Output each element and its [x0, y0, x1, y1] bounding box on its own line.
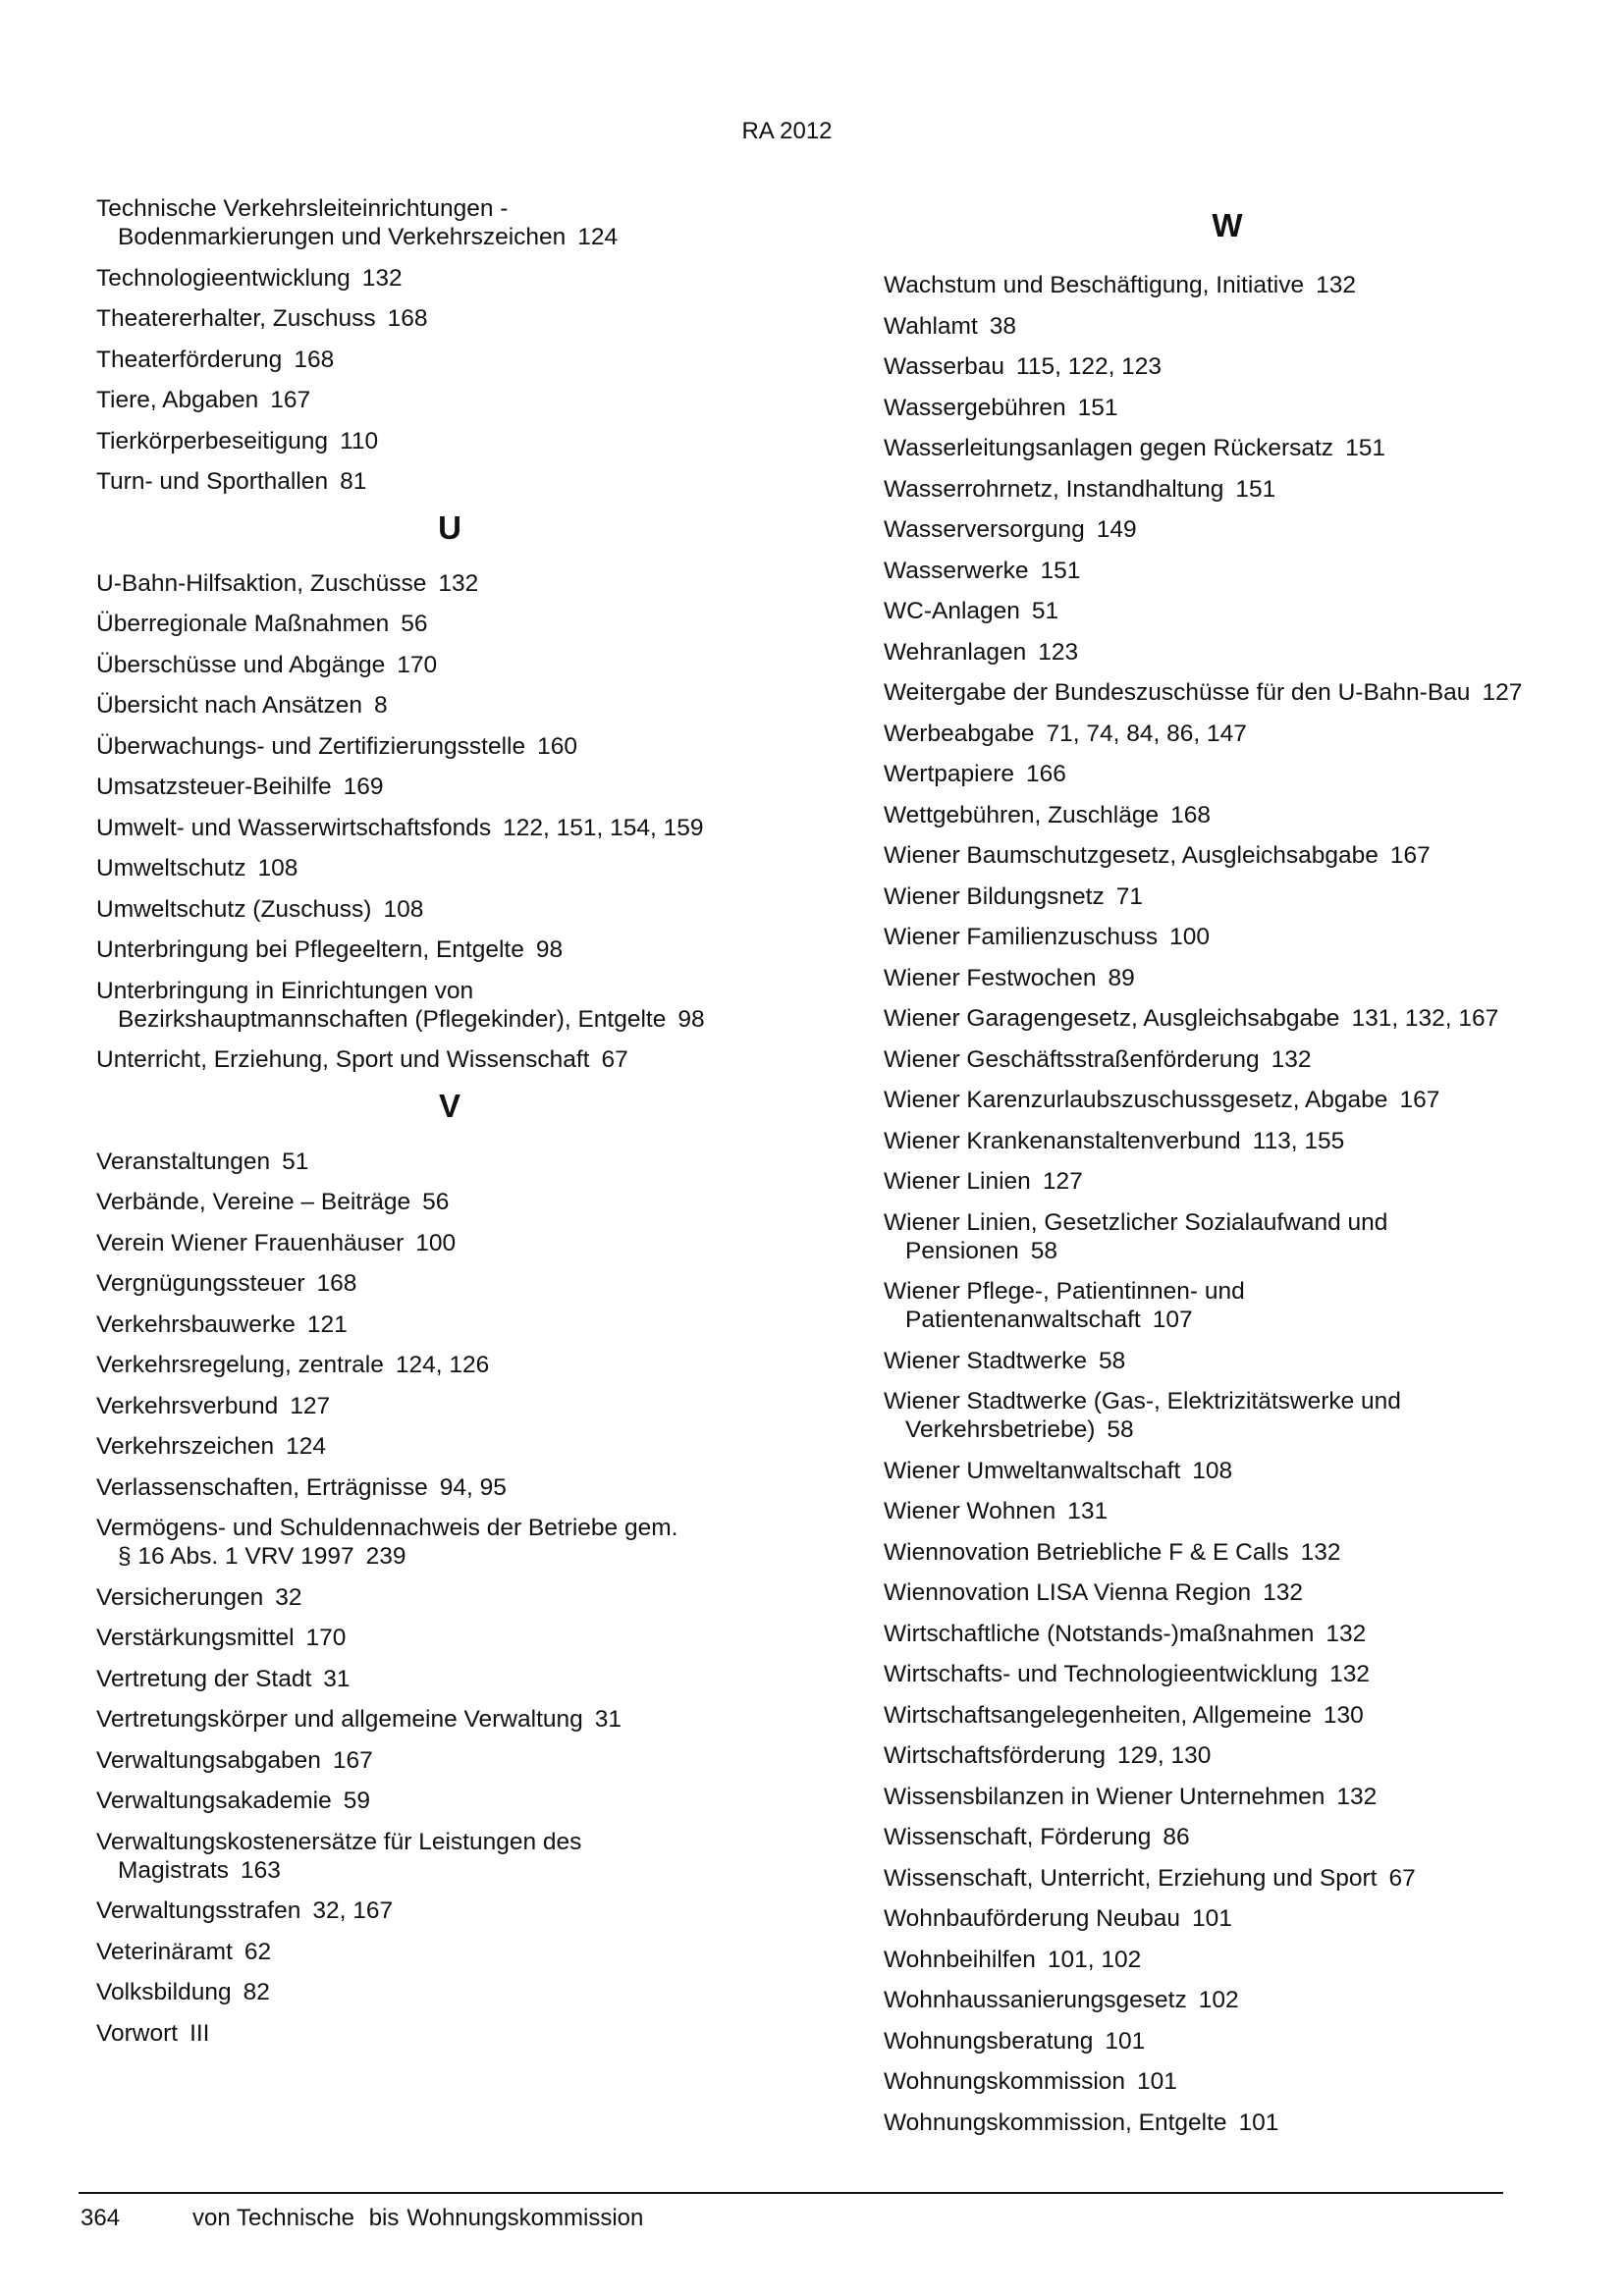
index-term: Wehranlagen: [884, 638, 1027, 666]
index-entry: [884, 1167, 1571, 1196]
index-entry: [884, 352, 1571, 381]
index-pages: 89: [1108, 964, 1135, 991]
index-term: Vorwort: [96, 2019, 179, 2047]
index-entry: [884, 1741, 1571, 1770]
index-term: Vertretung der Stadt: [96, 1665, 312, 1692]
index-entry: [884, 882, 1571, 911]
index-entry: [96, 651, 803, 679]
index-pages: 132: [438, 569, 479, 597]
index-term: Wiener Bildungsnetz: [884, 882, 1105, 910]
index-pages: 132: [1263, 1579, 1304, 1606]
index-column-right: [884, 206, 1571, 2149]
index-pages: 38: [989, 312, 1017, 340]
index-term: Wohnbeihilfen: [884, 1946, 1036, 1973]
index-term: Wiennovation Betriebliche F & E Calls: [884, 1538, 1289, 1566]
index-pages: 149: [1096, 516, 1137, 543]
index-pages: 32: [275, 1583, 302, 1611]
range-mid: bis: [368, 2205, 400, 2231]
index-entry: [96, 194, 803, 251]
index-term: Wachstum und Beschäftigung, Initiative: [884, 272, 1305, 298]
index-entry: [96, 1351, 803, 1379]
index-pages: 163: [241, 1856, 281, 1884]
index-term: Wiener Stadtwerke: [884, 1347, 1087, 1374]
index-entry: [884, 557, 1571, 585]
index-pages: 168: [1170, 801, 1212, 828]
index-term: Wiener Familienzuschuss: [884, 924, 1159, 950]
index-term: Überregionale Maßnahmen: [96, 611, 390, 637]
index-term: Wiener Festwochen: [884, 964, 1097, 991]
index-entry: [96, 814, 803, 842]
index-term: Wahlamt: [884, 312, 978, 340]
index-entry: [884, 515, 1571, 544]
index-pages: 100: [1169, 924, 1211, 950]
index-pages: 51: [282, 1148, 309, 1175]
index-entry: [96, 854, 803, 882]
index-entry: [884, 475, 1571, 504]
index-pages: 129, 130: [1117, 1742, 1212, 1769]
index-pages: 58: [1107, 1416, 1134, 1443]
index-pages: 56: [422, 1189, 450, 1215]
index-pages: 86: [1163, 1824, 1190, 1850]
index-term: Turn- und Sporthallen: [96, 468, 329, 495]
index-pages: 127: [1482, 679, 1523, 706]
index-pages: 62: [243, 1938, 272, 1965]
index-entry: [884, 678, 1571, 707]
index-term: Wirtschafts- und Technologieentwicklung: [884, 1661, 1319, 1687]
index-entry: [96, 1392, 803, 1420]
index-entry: [96, 1665, 803, 1693]
index-pages: 108: [1192, 1457, 1233, 1484]
index-entry: [884, 2027, 1571, 2056]
index-term: Wiener Linien: [884, 1168, 1031, 1195]
index-pages: 82: [243, 1979, 270, 2005]
index-term: Theaterförderung: [96, 346, 283, 373]
index-term: Unterbringung in Einrichtungen von Bezirkshauptmannschaften (Pflegekinder), Entgelte: [96, 977, 667, 1033]
index-entry: [96, 732, 803, 761]
index-entry: [884, 1208, 1571, 1265]
index-pages: 167: [1399, 1087, 1440, 1113]
index-term: U-Bahn-Hilfsaktion, Zuschüsse: [96, 569, 427, 597]
index-pages: 101: [1137, 2068, 1177, 2095]
index-pages: 132: [1316, 272, 1356, 298]
index-entry: [96, 895, 803, 924]
index-term: Wohnungskommission, Entgelte: [884, 2109, 1227, 2136]
page-header: RA 2012: [741, 118, 833, 144]
index-term: Wassergebühren: [884, 394, 1066, 421]
index-term: Verkehrsbauwerke: [96, 1310, 296, 1338]
index-term: Verbände, Vereine – Beiträge: [96, 1189, 411, 1215]
index-pages: 167: [332, 1746, 373, 1774]
index-term: Verlassenschaften, Erträgnisse: [96, 1473, 428, 1501]
index-pages: 131, 132, 167: [1351, 1005, 1499, 1032]
index-entry: [884, 1578, 1571, 1607]
index-term: Wasserleitungsanlagen gegen Rückersatz: [884, 435, 1334, 461]
index-entry: [96, 691, 803, 720]
index-term: Wiener Krankenanstaltenverbund: [884, 1127, 1241, 1154]
index-pages: 168: [387, 305, 428, 332]
index-pages: 127: [1042, 1168, 1083, 1195]
index-term: Werbeabgabe: [884, 720, 1035, 747]
index-pages: 132: [1300, 1538, 1341, 1566]
section-letter: U: [438, 508, 461, 546]
index-term: Wiener Karenzurlaubszuschussgesetz, Abgabe: [884, 1087, 1388, 1113]
index-pages: 167: [270, 387, 311, 413]
index-term: Wiener Stadtwerke (Gas-, Elektrizitätswerke und Verkehrsbetriebe): [884, 1388, 1401, 1443]
index-pages: 67: [1388, 1864, 1416, 1892]
index-term: Wirtschaftsförderung: [884, 1742, 1107, 1769]
index-term: Wiener Linien, Gesetzlicher Sozialaufwand und Pensionen: [884, 1208, 1388, 1264]
index-term: Versicherungen: [96, 1583, 264, 1611]
index-term: Veterinäramt: [96, 1938, 233, 1965]
index-entry: [884, 1045, 1571, 1074]
index-entry: [96, 264, 803, 293]
index-entry: [96, 1229, 803, 1257]
index-entry: [96, 467, 803, 496]
index-term: Unterbringung bei Pflegeeltern, Entgelte: [96, 936, 524, 963]
index-pages: 160: [537, 732, 578, 760]
index-pages: 124: [577, 224, 619, 250]
index-pages: 151: [1235, 475, 1276, 503]
index-entry: [884, 1864, 1571, 1893]
index-pages: 151: [1077, 394, 1118, 421]
index-pages: 101: [1238, 2109, 1279, 2136]
index-entry: [96, 1828, 803, 1885]
index-pages: 132: [1336, 1783, 1378, 1810]
index-term: Verkehrszeichen: [96, 1433, 275, 1460]
page-number: 364: [81, 2205, 121, 2231]
index-entry: [884, 1620, 1571, 1648]
index-entry: [884, 1986, 1571, 2014]
index-pages: 168: [316, 1270, 357, 1297]
index-term: Wohnungskommission: [884, 2068, 1126, 2095]
index-entry: [884, 923, 1571, 951]
index-pages: 32, 167: [312, 1897, 394, 1924]
index-term: Wettgebühren, Zuschläge: [884, 801, 1160, 828]
index-pages: 113, 155: [1252, 1127, 1345, 1154]
index-entry: [96, 1188, 803, 1216]
index-term: Wiener Umweltanwaltschaft: [884, 1457, 1181, 1484]
index-entry: [96, 569, 803, 598]
index-pages: 67: [601, 1046, 628, 1073]
index-term: Wiener Garagengesetz, Ausgleichsabgabe: [884, 1005, 1340, 1032]
index-term: Verstärkungsmittel: [96, 1625, 295, 1651]
index-pages: 108: [383, 895, 424, 923]
index-entry: [884, 1387, 1571, 1444]
index-entry: [96, 610, 803, 638]
index-entry: [96, 1045, 803, 1074]
index-term: Wasserversorgung: [884, 516, 1085, 543]
index-entry: [96, 1310, 803, 1339]
index-term: Unterricht, Erziehung, Sport und Wissenschaft: [96, 1046, 590, 1073]
index-term: Wissenschaft, Förderung: [884, 1824, 1152, 1850]
index-pages: 132: [361, 264, 403, 292]
index-pages: 168: [294, 346, 335, 373]
index-entry: [96, 1787, 803, 1815]
index-pages: 130: [1323, 1701, 1364, 1729]
range-end: Wohnungskommission: [406, 2205, 644, 2231]
index-pages: 166: [1026, 761, 1066, 787]
index-pages: 71, 74, 84, 86, 147: [1046, 720, 1247, 747]
index-pages: 170: [397, 651, 438, 678]
index-pages: III: [189, 2019, 210, 2047]
index-term: Tierkörperbeseitigung: [96, 427, 329, 454]
index-pages: 98: [677, 1005, 705, 1033]
index-entry: [884, 1497, 1571, 1525]
index-entry: [884, 1823, 1571, 1851]
section-letter: W: [1212, 207, 1243, 243]
index-term: Vertretungskörper und allgemeine Verwaltung: [96, 1706, 583, 1733]
index-term: Wiener Pflege-, Patientinnen- und Patientenanwaltschaft: [884, 1278, 1245, 1333]
index-entry: [96, 935, 803, 964]
index-entry: [96, 1896, 803, 1925]
index-term: Technische Verkehrsleiteinrichtungen - Bodenmarkierungen und Verkehrszeichen: [96, 195, 567, 250]
index-term: Wiener Wohnen: [884, 1498, 1056, 1524]
index-entry: [884, 312, 1571, 341]
index-term: Vergnügungssteuer: [96, 1270, 305, 1297]
index-pages: 151: [1345, 435, 1385, 461]
index-pages: 124: [286, 1433, 327, 1460]
index-entry: [96, 346, 803, 374]
index-term: Wasserwerke: [884, 557, 1029, 584]
index-entry: [96, 773, 803, 801]
index-pages: 101: [1191, 1905, 1232, 1932]
index-term: Wirtschaftliche (Notstands-)maßnahmen: [884, 1620, 1315, 1647]
index-entry: [96, 1583, 803, 1612]
index-entry: [884, 2109, 1571, 2137]
index-entry: [884, 434, 1571, 462]
index-entry: [884, 801, 1571, 829]
index-pages: 151: [1040, 557, 1081, 584]
index-pages: 101: [1105, 2027, 1146, 2055]
index-entry: [884, 1946, 1571, 1974]
index-term: Verwaltungsabgaben: [96, 1746, 321, 1774]
index-term: Volksbildung: [96, 1979, 232, 2005]
index-term: Wohnungsberatung: [884, 2027, 1094, 2055]
index-pages: 167: [1389, 842, 1431, 869]
index-entry: [884, 1004, 1571, 1033]
index-entry: [884, 1347, 1571, 1375]
index-entry: [884, 1277, 1571, 1334]
section-letter: V: [438, 1087, 460, 1124]
index-term: Theatererhalter, Zuschuss: [96, 305, 376, 332]
index-pages: 94, 95: [439, 1473, 507, 1501]
index-term: Übersicht nach Ansätzen: [96, 692, 363, 719]
index-pages: 8: [374, 692, 388, 719]
index-entry: [96, 1148, 803, 1176]
index-term: Verwaltungsstrafen: [96, 1897, 301, 1924]
index-entry: [884, 271, 1571, 299]
index-term: Wasserbau: [884, 353, 1005, 380]
index-entry: [884, 1086, 1571, 1114]
index-term: Veranstaltungen: [96, 1148, 271, 1175]
index-entry: [96, 1746, 803, 1775]
index-entry: [884, 1904, 1571, 1933]
index-pages: 31: [323, 1665, 351, 1692]
index-pages: 31: [594, 1706, 622, 1733]
index-entry: [884, 1538, 1571, 1567]
index-entry: [96, 1473, 803, 1502]
index-term: Wissensbilanzen in Wiener Unternehmen: [884, 1783, 1325, 1810]
index-pages: 115, 122, 123: [1016, 353, 1163, 380]
index-pages: 59: [343, 1788, 370, 1814]
index-pages: 132: [1271, 1045, 1312, 1073]
index-term: WC-Anlagen: [884, 598, 1020, 624]
index-entry: [884, 964, 1571, 992]
index-entry: [884, 638, 1571, 667]
index-term: Wasserrohrnetz, Instandhaltung: [884, 475, 1224, 503]
index-pages: 81: [340, 468, 367, 495]
index-pages: 51: [1031, 598, 1059, 624]
index-pages: 169: [343, 774, 384, 800]
index-entry: [884, 1660, 1571, 1688]
index-pages: 239: [365, 1543, 406, 1570]
index-pages: 124, 126: [395, 1352, 490, 1378]
index-pages: 127: [290, 1392, 331, 1419]
index-entry: [884, 760, 1571, 788]
index-term: Wertpapiere: [884, 761, 1015, 787]
index-pages: 102: [1198, 1987, 1239, 2013]
index-entry: [96, 1938, 803, 1966]
index-pages: 132: [1329, 1661, 1371, 1687]
index-entry: [96, 1514, 803, 1571]
index-term: Umweltschutz: [96, 855, 246, 881]
index-term: Wiennovation LISA Vienna Region: [884, 1579, 1252, 1606]
index-term: Wohnhaussanierungsgesetz: [884, 1987, 1187, 2013]
index-pages: 132: [1325, 1620, 1367, 1647]
index-pages: 58: [1098, 1347, 1126, 1374]
index-term: Wiener Baumschutzgesetz, Ausgleichsabgabe: [884, 842, 1379, 869]
index-term: Wiener Geschäftsstraßenförderung: [884, 1045, 1260, 1073]
index-term: Verwaltungsakademie: [96, 1788, 332, 1814]
index-entry: [96, 427, 803, 455]
index-pages: 58: [1030, 1237, 1058, 1264]
index-term: Umwelt- und Wasserwirtschaftsfonds: [96, 814, 492, 841]
index-pages: 108: [257, 855, 298, 881]
index-entry: [884, 1701, 1571, 1730]
index-pages: 71: [1115, 882, 1143, 910]
index-term: Wohnbauförderung Neubau: [884, 1905, 1180, 1932]
index-pages: 131: [1067, 1498, 1109, 1524]
index-term: Verkehrsverbund: [96, 1392, 279, 1419]
index-entry: [96, 1624, 803, 1652]
range-prefix: von: [192, 2205, 231, 2231]
index-pages: 56: [401, 611, 428, 637]
index-term: Verein Wiener Frauenhäuser: [96, 1229, 405, 1256]
index-entry: [884, 394, 1571, 422]
index-pages: 122, 151, 154, 159: [503, 814, 704, 841]
index-entry: [96, 1432, 803, 1461]
index-term: Umsatzsteuer-Beihilfe: [96, 774, 332, 800]
index-term: Verkehrsregelung, zentrale: [96, 1352, 384, 1378]
index-pages: 121: [306, 1310, 348, 1338]
index-entry: [96, 1705, 803, 1734]
index-entry: [96, 386, 803, 414]
footer-divider: [79, 2192, 1503, 2194]
index-term: Überwachungs- und Zertifizierungsstelle: [96, 732, 526, 760]
index-term: Vermögens- und Schuldennachweis der Betriebe gem. § 16 Abs. 1 VRV 1997: [96, 1515, 678, 1570]
index-pages: 170: [305, 1625, 347, 1651]
index-entry: [884, 841, 1571, 870]
index-term: Technologieentwicklung: [96, 264, 351, 292]
range-start: Technische: [236, 2205, 355, 2231]
index-entry: [96, 977, 803, 1034]
index-entry: [96, 304, 803, 333]
index-pages: 101, 102: [1047, 1946, 1142, 1973]
index-term: Überschüsse und Abgänge: [96, 651, 386, 678]
index-term: Tiere, Abgaben: [96, 387, 259, 413]
index-entry: [884, 2067, 1571, 2096]
index-pages: 107: [1152, 1307, 1193, 1333]
index-entry: [884, 1783, 1571, 1811]
index-term: Umweltschutz (Zuschuss): [96, 895, 372, 923]
index-entry: [96, 2019, 803, 2048]
index-pages: 110: [340, 427, 379, 454]
index-entry: [96, 1269, 803, 1298]
index-entry: [884, 1457, 1571, 1485]
index-column-left: [96, 194, 803, 2059]
page-range: [192, 2205, 643, 2232]
index-entry: [884, 597, 1571, 625]
index-term: Wirtschaftsangelegenheiten, Allgemeine: [884, 1701, 1312, 1729]
index-entry: [884, 720, 1571, 748]
index-entry: [884, 1127, 1571, 1155]
index-pages: 100: [415, 1229, 457, 1256]
index-term: Weitergabe der Bundeszuschüsse für den U-Bahn-Bau: [884, 679, 1471, 706]
index-pages: 123: [1038, 638, 1079, 666]
index-pages: 98: [535, 936, 564, 963]
index-term: Wissenschaft, Unterricht, Erziehung und Sport: [884, 1864, 1378, 1892]
index-term: Verwaltungskostenersätze für Leistungen des Magistrats: [96, 1828, 582, 1884]
index-entry: [96, 1978, 803, 2006]
